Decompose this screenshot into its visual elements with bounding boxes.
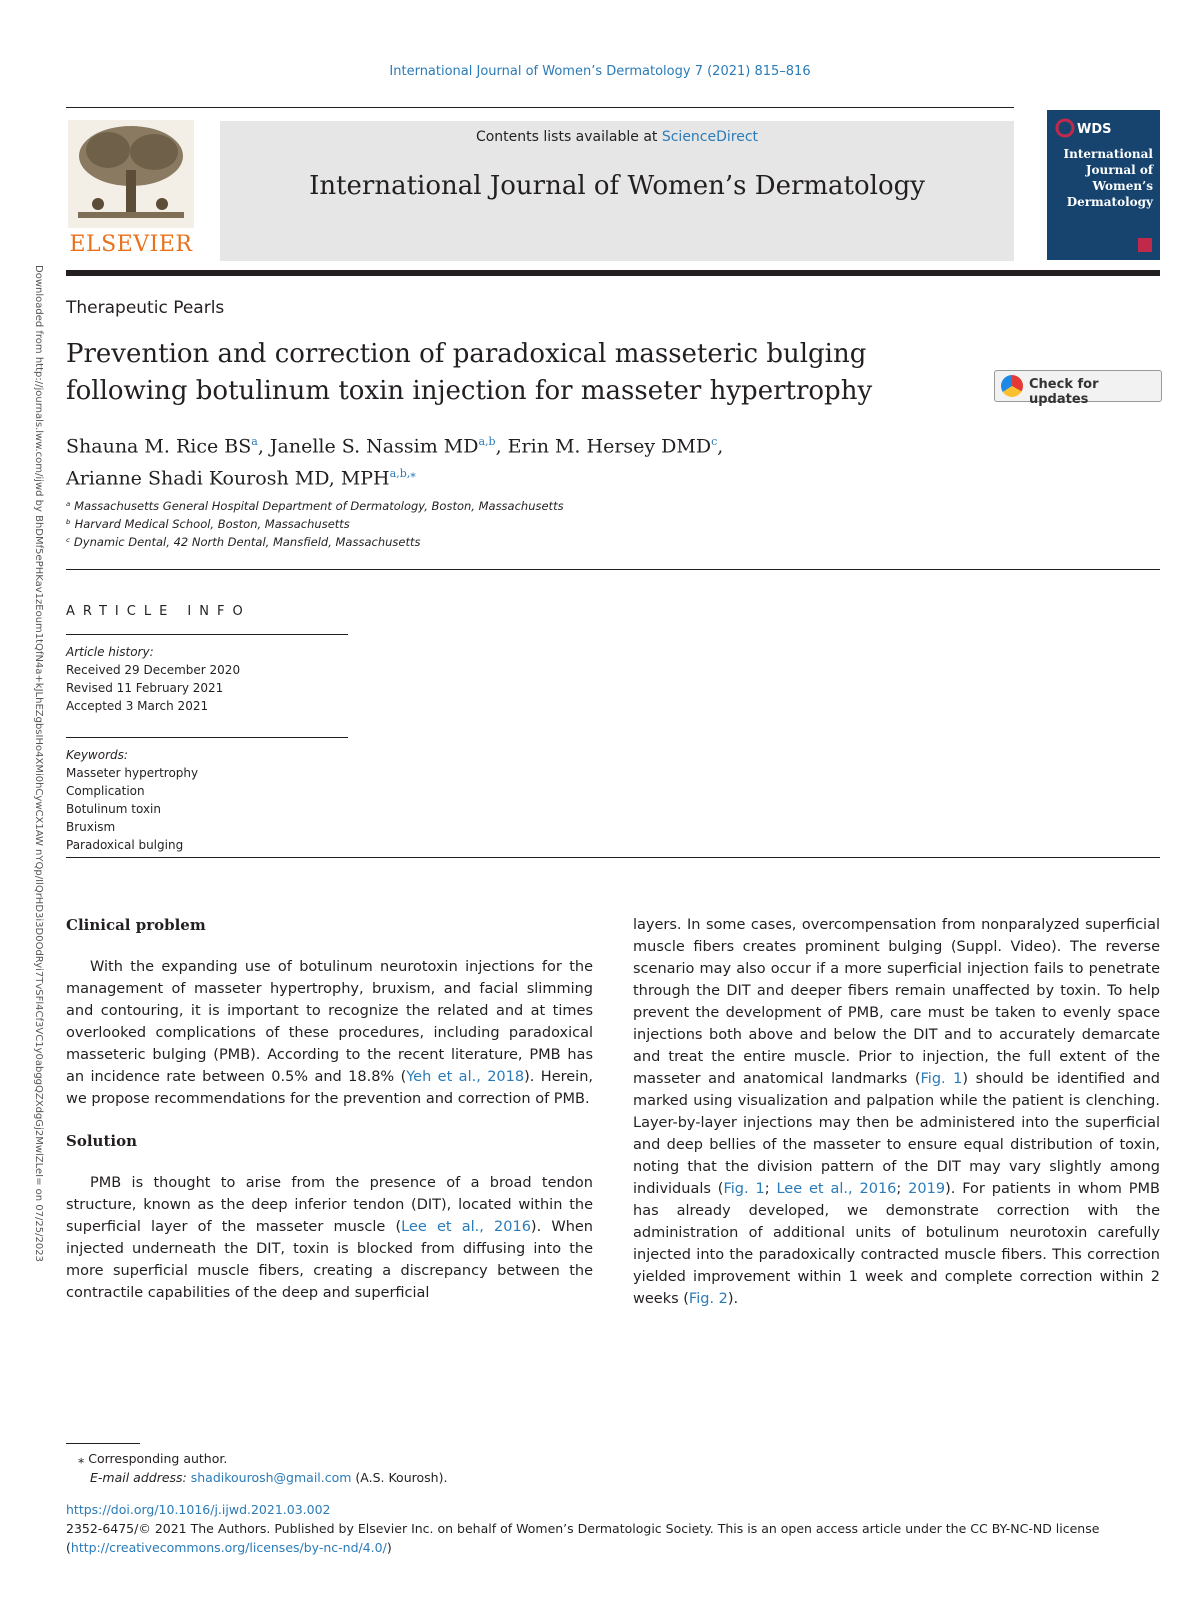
footnote	[66, 1449, 447, 1487]
paragraph-text: layers. In some cases, overcompensation from nonparalyzed superficial muscle fibers creates prominent bulging (Suppl. Video). The reverse scenario may also occur if a more superficial injection fails to penetrate through the DIT and deeper fibers remain unaffected by toxin. To help prevent the development of PMB, care must be taken to evenly space injections both above and below the DIT and to accurately demarcate and treat the entire muscle. Prior to injection, the full extent of the masseter and anatomical landmarks (	[633, 917, 1160, 1087]
top-rule	[66, 107, 1014, 108]
keyword-item: Complication	[66, 784, 145, 798]
accepted-date: Accepted 3 March 2021	[66, 699, 209, 713]
figure-link[interactable]: Fig. 1	[920, 1071, 963, 1087]
download-watermark	[24, 265, 50, 1262]
citation-link[interactable]: Yeh et al., 2018	[406, 1069, 525, 1085]
revised-date: Revised 11 February 2021	[66, 681, 224, 695]
keyword-item: Masseter hypertrophy	[66, 766, 199, 780]
check-for-updates-button[interactable]	[994, 370, 1162, 407]
keywords	[66, 746, 198, 854]
page-footer	[66, 1500, 1160, 1557]
contents-prefix: Contents lists available at	[475, 129, 662, 145]
sciencedirect-link[interactable]: ScienceDirect	[661, 129, 759, 145]
author-separator: ,	[717, 435, 724, 458]
journal-cover[interactable]	[1047, 110, 1160, 260]
footnote-rule	[66, 1443, 140, 1444]
author-name: Shauna M. Rice BS	[66, 435, 252, 458]
publisher-name: ELSEVIER	[69, 232, 193, 257]
paragraph-text: ). When injected underneath the DIT, toxin is blocked from diffusing into the more superficial muscle fibers, creating a discrepancy between the contractile capabilities of the deep and superficial	[66, 1219, 593, 1301]
keyword-item: Paradoxical bulging	[66, 838, 184, 852]
article-history	[66, 643, 240, 715]
paren-open: (	[66, 1540, 71, 1555]
article-title: Prevention and correction of paradoxical masseteric bulging following botulinum toxin injection for masseter hypertrophy	[66, 339, 873, 406]
paragraph-text: With the expanding use of botulinum neurotoxin injections for the management of masseter hypertrophy, bruxism, and facial slimming and contouring, it is important to recognize the related and at times overlooked complications of these procedures, including paradoxical masseteric bulging (PMB). According to the recent literature, PMB has an incidence rate between 0.5% and 18.8% (	[66, 959, 593, 1085]
paragraph-text: ). Herein, we propose recommendations for the prevention and correction of PMB.	[66, 1069, 593, 1107]
license-link[interactable]: http://creativecommons.org/licenses/by-nc-nd/4.0/	[70, 1540, 387, 1555]
wds-logo-text: WDS	[1077, 122, 1112, 137]
check-updates-icon	[1001, 375, 1023, 397]
author-affiliation-marker[interactable]: c	[711, 435, 718, 448]
publisher-logo	[66, 120, 196, 260]
affiliation-item: ᵃ Massachusetts General Hospital Department of Dermatology, Boston, Massachusetts	[66, 499, 564, 513]
check-updates-label: Check for updates	[1029, 377, 1099, 407]
author-affiliation-marker[interactable]: a,b	[478, 435, 496, 448]
contents-line	[220, 129, 1014, 145]
corresponding-author-note: ⁎ Corresponding author.	[78, 1451, 228, 1466]
keyword-item: Bruxism	[66, 820, 116, 834]
author-separator: ,	[257, 435, 270, 458]
paragraph-text: PMB is thought to arise from the presence of a broad tendon structure, known as the deep inferior tendon (DIT), located within the superficial layer of the masseter muscle (	[66, 1175, 593, 1235]
doi-link[interactable]: https://doi.org/10.1016/j.ijwd.2021.03.002	[66, 1502, 331, 1517]
email-link[interactable]: shadikourosh@gmail.com	[190, 1470, 352, 1485]
divider	[66, 737, 348, 738]
cover-mark-icon	[1138, 238, 1152, 252]
divider	[66, 634, 348, 635]
keywords-label: Keywords:	[66, 748, 128, 762]
citation-link[interactable]: 2019	[908, 1181, 946, 1197]
paragraph-text: ;	[896, 1181, 909, 1197]
paragraph-solution	[66, 1172, 593, 1304]
paragraph-clinical	[66, 956, 593, 1110]
affiliation-item: ᵇ Harvard Medical School, Boston, Massachusetts	[66, 517, 350, 531]
author-name: Arianne Shadi Kourosh MD, MPH	[66, 467, 390, 490]
heading-clinical-problem: Clinical problem	[66, 916, 206, 934]
paragraph-text: ;	[764, 1181, 777, 1197]
figure-link[interactable]: Fig. 2	[688, 1291, 728, 1307]
keyword-item: Botulinum toxin	[66, 802, 161, 816]
header-divider	[66, 270, 1160, 276]
elsevier-tree-icon	[68, 120, 194, 228]
received-date: Received 29 December 2020	[66, 663, 241, 677]
paragraph-text: ).	[727, 1291, 739, 1307]
affiliation-list	[66, 497, 564, 551]
author-name: Erin M. Hersey DMD	[507, 435, 712, 458]
journal-reference[interactable]: International Journal of Women’s Dermatology 7 (2021) 815–816	[389, 64, 811, 79]
author-list	[66, 428, 966, 493]
download-watermark-text: Downloaded from http://journals.lww.com/ijwd by BhDMf5ePHKav1zEoum1tQfN4a+kJLhEZgbsIHo4XMi0hCywCX1AW nYQp/IlQrHD3i3D0OdRyi7TvSFl4Cf3VC1y0abggQZXdgGj2MwlZLeI= on 07/25/2023	[33, 265, 44, 1262]
divider	[66, 857, 1160, 858]
citation-link[interactable]: Lee et al., 2016	[776, 1181, 897, 1197]
body-column-right	[633, 914, 1160, 1310]
history-label: Article history:	[66, 645, 154, 659]
figure-link[interactable]: Fig. 1	[723, 1181, 765, 1197]
email-label: E-mail address:	[90, 1470, 191, 1485]
email-line	[66, 1468, 447, 1487]
body-column-left	[66, 914, 593, 1304]
paragraph-text: ). For patients in whom PMB has already developed, we demonstrate correction with the administration of additional units of botulinum neurotoxin carefully injected into the paradoxically contracted muscle fibers. This correction yielded improvement within 1 week and complete correction within 2 weeks (	[633, 1181, 1160, 1307]
author-affiliation-marker[interactable]: a	[251, 435, 258, 448]
paren-close: )	[386, 1540, 392, 1555]
section-label: Therapeutic Pearls	[66, 298, 225, 318]
license-text: 2352-6475/© 2021 The Authors. Published by Elsevier Inc. on behalf of Women’s Dermatologic Society. This is an open access article under the CC BY-NC-ND license	[66, 1521, 1100, 1536]
divider	[66, 569, 1160, 570]
cover-title: International Journal of Women’s Dermatology	[1063, 147, 1153, 209]
citation-link[interactable]: Lee et al., 2016	[401, 1219, 531, 1235]
author-affiliation-marker[interactable]: a,b,⁎	[389, 467, 416, 481]
journal-title[interactable]: International Journal of Women’s Dermatology	[309, 171, 925, 201]
author-name: Janelle S. Nassim MD	[269, 435, 479, 458]
article-info-heading: ARTICLE INFO	[66, 604, 251, 619]
email-suffix: (A.S. Kourosh).	[351, 1470, 448, 1485]
paragraph-text: ) should be identified and marked using visualization and palpation while the patient is clenching. Layer-by-layer injections may then be administered into the superficial and deep bellies of the masseter to ensure equal distribution of toxin, noting that the division pattern of the DIT may vary slightly among individuals (	[633, 1071, 1160, 1197]
author-separator: ,	[495, 435, 508, 458]
paragraph-solution-continued	[633, 914, 1160, 1310]
affiliation-item: ᶜ Dynamic Dental, 42 North Dental, Mansfield, Massachusetts	[66, 535, 421, 549]
wds-logo-icon	[1055, 116, 1153, 140]
journal-masthead	[220, 121, 1014, 261]
heading-solution: Solution	[66, 1132, 137, 1150]
license-link-line	[66, 1538, 1160, 1557]
